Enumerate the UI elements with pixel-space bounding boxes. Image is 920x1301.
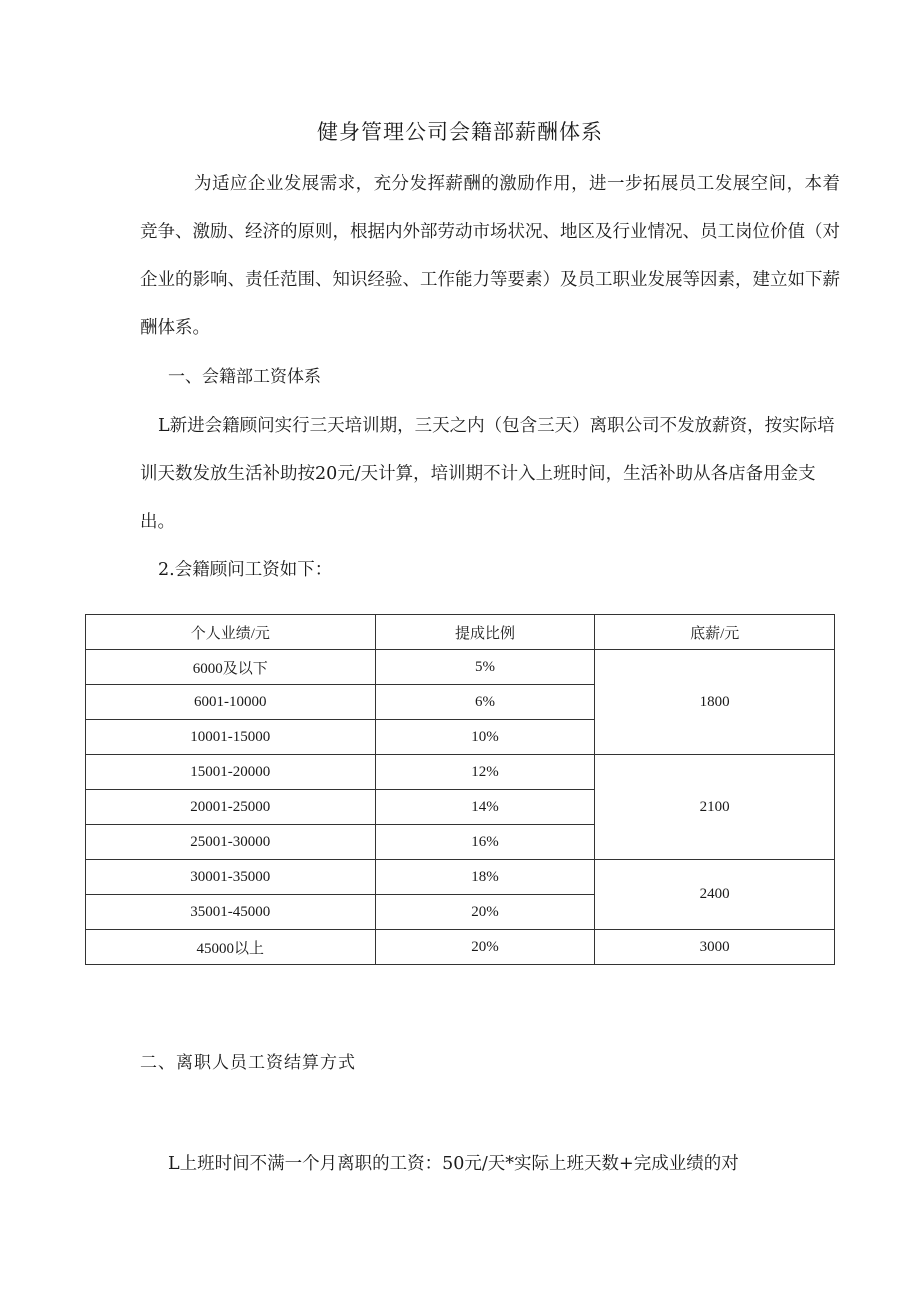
document-title: 健身管理公司会籍部薪酬体系 — [317, 120, 603, 144]
cell-rate: 12% — [375, 755, 595, 790]
header-base-salary: 底薪/元 — [595, 615, 835, 650]
table-row — [86, 650, 835, 685]
cell-performance: 15001-20000 — [86, 755, 376, 790]
salary-table — [85, 614, 835, 965]
cell-performance: 6001-10000 — [86, 685, 376, 720]
cell-performance: 10001-15000 — [86, 720, 376, 755]
section-heading-salary-system: 一、会籍部工资体系 — [168, 367, 321, 387]
table-row — [86, 930, 835, 965]
cell-base-salary: 3000 — [595, 930, 835, 965]
table-row — [86, 755, 835, 790]
cell-base-salary: 1800 — [595, 650, 835, 755]
cell-performance: 45000以上 — [86, 930, 376, 965]
cell-rate: 6% — [375, 685, 595, 720]
table-row — [86, 860, 835, 895]
cell-base-salary: 2100 — [595, 755, 835, 860]
item-resignation-salary: L上班时间不满一个月离职的工资：50元/天*实际上班天数+完成业绩的对 — [168, 1154, 739, 1174]
cell-performance: 30001-35000 — [86, 860, 376, 895]
header-performance: 个人业绩/元 — [86, 615, 376, 650]
item-training-period: L新进会籍顾问实行三天培训期，三天之内（包含三天）离职公司不发放薪资，按实际培训天数发放生活补助按20元/天计算，培训期不计入上班时间，生活补助从各店备用金支出。 — [140, 416, 835, 532]
cell-rate: 16% — [375, 825, 595, 860]
section-heading-resignation: 二、离职人员工资结算方式 — [140, 1053, 356, 1073]
cell-performance: 35001-45000 — [86, 895, 376, 930]
cell-base-salary: 2400 — [595, 860, 835, 930]
cell-rate: 20% — [375, 895, 595, 930]
item-salary-intro: 2.会籍顾问工资如下： — [158, 560, 333, 580]
cell-performance: 25001-30000 — [86, 825, 376, 860]
cell-rate: 5% — [375, 650, 595, 685]
intro-paragraph: 为适应企业发展需求，充分发挥薪酬的激励作用，进一步拓展员工发展空间，本着竞争、激励、经济的原则，根据内外部劳动市场状况、地区及行业情况、员工岗位价值（对企业的影响、责任范围、知识经验、工作能力等要素）及员工职业发展等因素，建立如下薪酬体系。 — [140, 174, 840, 338]
cell-rate: 18% — [375, 860, 595, 895]
cell-rate: 10% — [375, 720, 595, 755]
cell-performance: 20001-25000 — [86, 790, 376, 825]
table-header-row — [86, 615, 835, 650]
cell-performance: 6000及以下 — [86, 650, 376, 685]
header-commission-rate: 提成比例 — [375, 615, 595, 650]
cell-rate: 20% — [375, 930, 595, 965]
cell-rate: 14% — [375, 790, 595, 825]
